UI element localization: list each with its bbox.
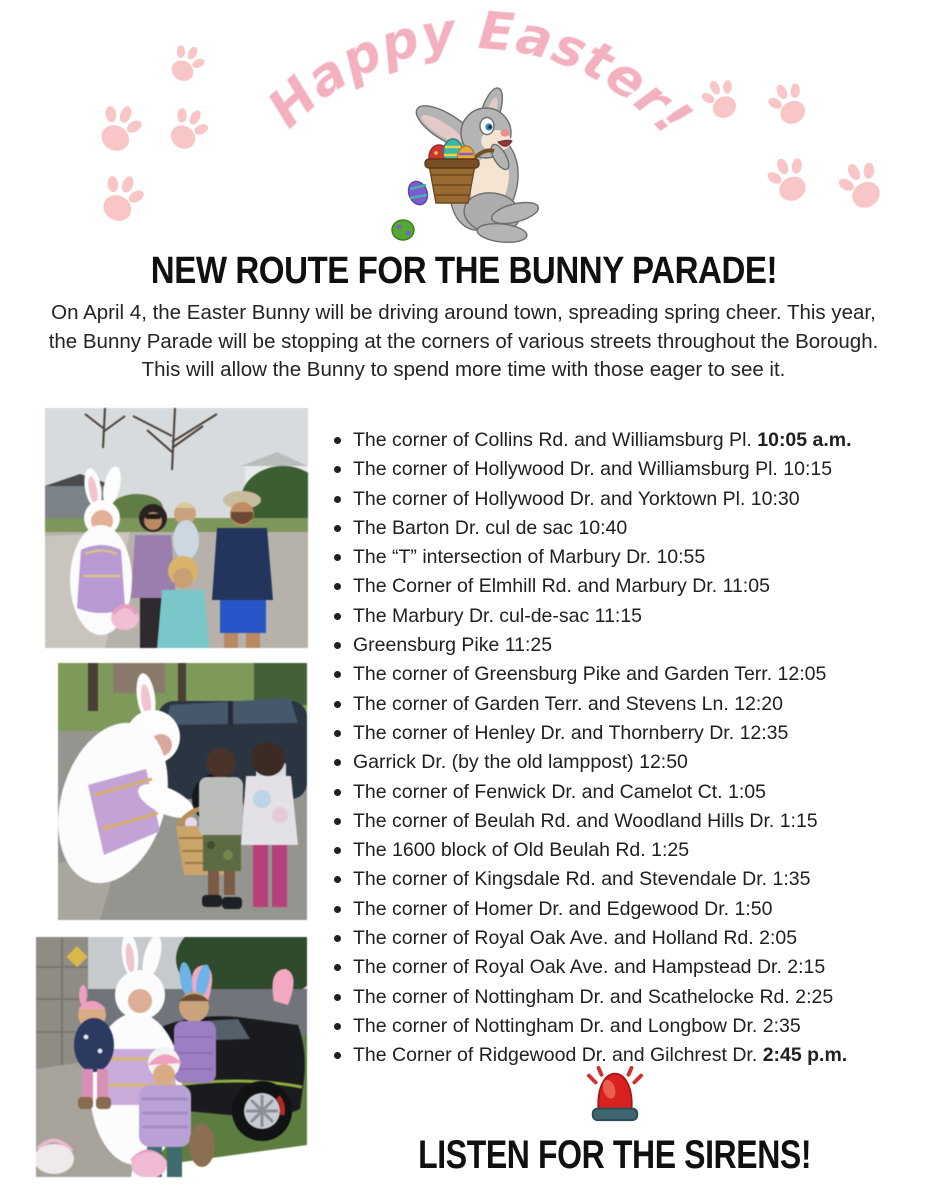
paw-print-icon bbox=[760, 149, 818, 208]
paw-print-icon bbox=[90, 166, 151, 228]
stop-time: 2:45 p.m. bbox=[762, 1044, 848, 1067]
paw-print-icon bbox=[695, 72, 747, 125]
intro-paragraph: On April 4, the Easter Bunny will be driving around town, spreading spring cheer. This year, the Bunny Parade will be stopping at the corners of various streets throughout the Borough. This will allow the Bunny to spend more time with those eager to see it. bbox=[48, 301, 879, 381]
easter-egg-icon bbox=[392, 220, 414, 240]
route-stop bbox=[330, 514, 920, 543]
photo-bunny-giving-treats bbox=[58, 663, 307, 920]
stop-location: The corner of Nottingham Dr. and Longbow Dr. bbox=[353, 1014, 758, 1037]
stop-time: 2:05 bbox=[759, 927, 798, 950]
stop-location: The Marbury Dr. cul-de-sac bbox=[353, 604, 590, 627]
route-stop bbox=[330, 543, 920, 572]
stop-time: 12:05 bbox=[777, 663, 827, 686]
footer-headline: LISTEN FOR THE SIRENS! bbox=[418, 1133, 811, 1177]
stop-time: 10:40 bbox=[578, 516, 628, 539]
stop-location: The corner of Hollywood Dr. and Williamsburg Pl. bbox=[353, 458, 778, 481]
route-stop bbox=[330, 660, 920, 689]
stop-time: 1:05 bbox=[727, 780, 766, 803]
footer bbox=[327, 1066, 902, 1178]
stop-time: 1:35 bbox=[772, 868, 811, 891]
route-stop bbox=[330, 924, 920, 953]
stop-time: 2:35 bbox=[762, 1014, 801, 1037]
route-stop bbox=[330, 1012, 920, 1041]
route-stop bbox=[330, 690, 920, 719]
paw-print-icon bbox=[161, 37, 211, 87]
route-stop bbox=[330, 865, 920, 894]
route-stop bbox=[330, 836, 920, 865]
stop-location: The corner of Homer Dr. and Edgewood Dr. bbox=[353, 897, 730, 920]
stop-location: The corner of Greensburg Pike and Garden Terr. bbox=[353, 663, 773, 686]
photo-bunny-with-children-and-car bbox=[36, 937, 307, 1177]
stop-location: The corner of Hollywood Dr. and Yorktown Pl. bbox=[353, 487, 746, 510]
stop-time: 12:50 bbox=[639, 751, 688, 774]
page-title: NEW ROUTE FOR THE BUNNY PARADE! bbox=[150, 250, 777, 292]
easter-egg-icon bbox=[405, 179, 431, 208]
stop-location: The Corner of Ridgewood Dr. and Gilchrest Dr. bbox=[353, 1044, 758, 1067]
stop-location: The corner of Garden Terr. and Stevens Ln. bbox=[353, 692, 729, 715]
paw-print-icon bbox=[88, 96, 149, 158]
stop-time: 11:15 bbox=[594, 604, 643, 627]
stop-time: 10:15 bbox=[783, 458, 833, 481]
stop-location: The corner of Nottingham Dr. and Scathelocke Rd. bbox=[353, 985, 790, 1008]
route-stop bbox=[330, 719, 920, 748]
route-stop bbox=[330, 426, 920, 455]
happy-easter-arc-title: Happy Easter! bbox=[256, 1, 704, 149]
stop-location: The corner of Beulah Rd. and Woodland Hills Dr. bbox=[353, 809, 775, 832]
easter-bunny-illustration bbox=[392, 85, 540, 244]
route-stop bbox=[330, 631, 920, 660]
route-stop bbox=[330, 778, 920, 807]
photo-bunny-with-family bbox=[45, 408, 308, 648]
stop-location: The corner of Royal Oak Ave. and Hampstead Dr. bbox=[353, 956, 782, 979]
route-stop bbox=[330, 485, 920, 514]
stop-time: 11:25 bbox=[504, 634, 553, 657]
stop-location: The corner of Fenwick Dr. and Camelot Ct. bbox=[353, 780, 723, 803]
route-stop bbox=[330, 602, 920, 631]
route-stop bbox=[330, 455, 920, 484]
stop-time: 1:25 bbox=[651, 839, 690, 862]
stop-time: 2:25 bbox=[795, 985, 834, 1008]
route-stop bbox=[330, 572, 920, 601]
stop-location: Garrick Dr. (by the old lamppost) bbox=[353, 751, 634, 774]
stop-location: Greensburg Pike bbox=[353, 634, 500, 657]
stop-location: The Barton Dr. cul de sac bbox=[353, 516, 574, 539]
paw-print-icon bbox=[831, 153, 893, 216]
route-stop bbox=[330, 748, 920, 777]
hero-decoration bbox=[0, 0, 927, 262]
route-stop bbox=[330, 983, 920, 1012]
stop-location: The corner of Royal Oak Ave. and Holland Rd. bbox=[353, 927, 754, 950]
route-stop bbox=[330, 895, 920, 924]
stop-location: The corner of Kingsdale Rd. and Stevendale Dr. bbox=[353, 868, 768, 891]
stop-time: 2:15 bbox=[787, 956, 826, 979]
stop-location: The corner of Collins Rd. and Williamsburg Pl. bbox=[353, 429, 752, 451]
route-stop bbox=[330, 953, 920, 982]
stop-location: The corner of Henley Dr. and Thornberry Dr. bbox=[353, 721, 735, 744]
stop-time: 10:55 bbox=[656, 546, 706, 569]
stop-location: The “T” intersection of Marbury Dr. bbox=[353, 546, 652, 569]
paw-print-icon bbox=[761, 75, 817, 132]
stop-time: 1:50 bbox=[734, 897, 773, 920]
stop-time: 10:05 a.m. bbox=[757, 429, 852, 451]
route-stop bbox=[330, 807, 920, 836]
siren-icon bbox=[584, 1066, 646, 1124]
stop-time: 1:15 bbox=[779, 809, 818, 832]
stop-time: 12:20 bbox=[734, 692, 784, 715]
stop-time: 12:35 bbox=[739, 721, 789, 744]
route-stop-list bbox=[330, 426, 920, 1071]
stop-location: The Corner of Elmhill Rd. and Marbury Dr. bbox=[353, 575, 718, 598]
stop-time: 11:05 bbox=[722, 575, 770, 598]
paw-print-icon bbox=[159, 99, 216, 156]
stop-location: The 1600 block of Old Beulah Rd. bbox=[353, 839, 646, 862]
stop-time: 10:30 bbox=[750, 487, 800, 510]
